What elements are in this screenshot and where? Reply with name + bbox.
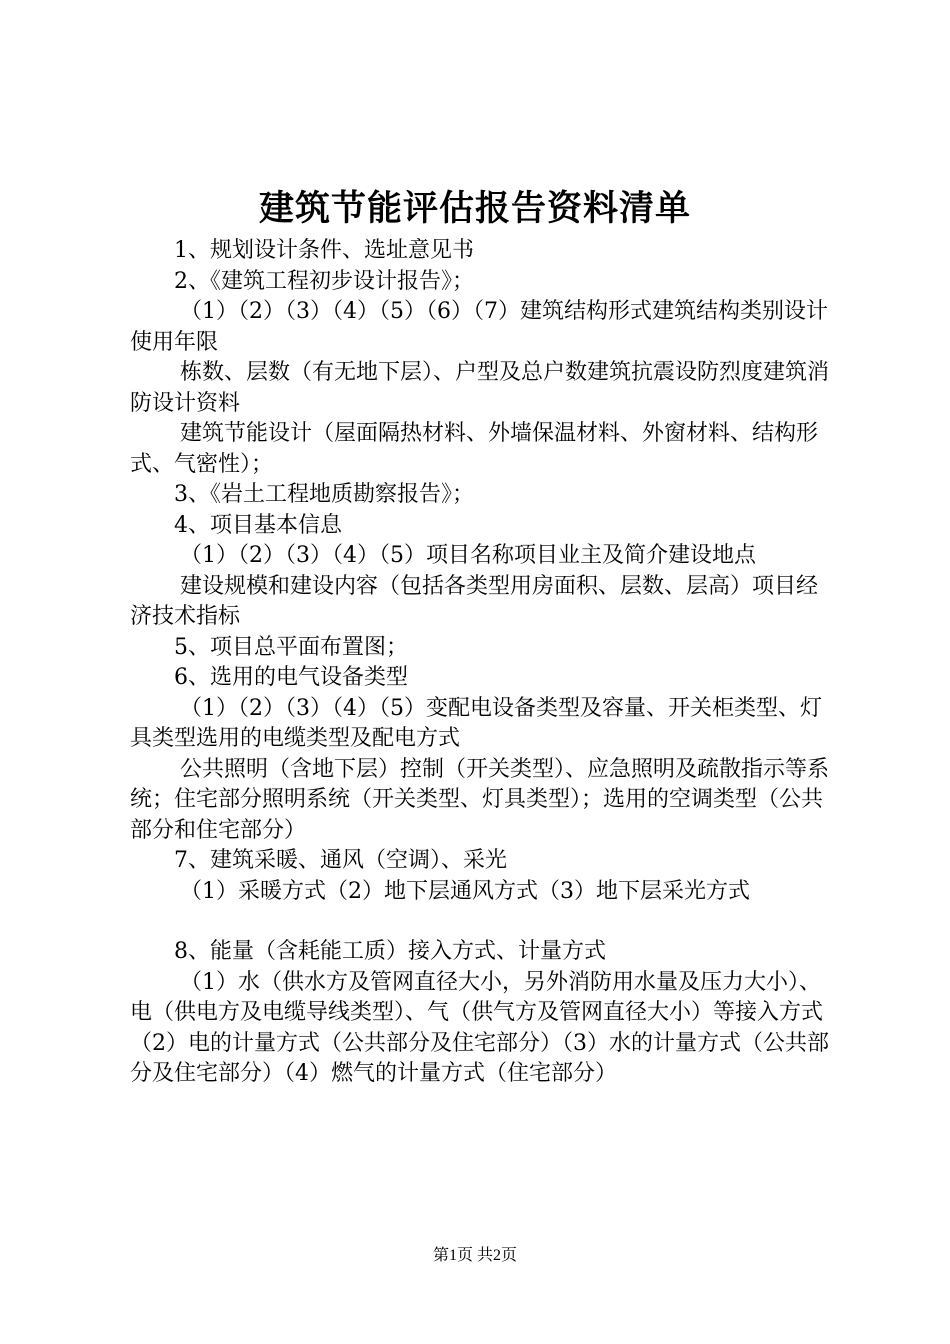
document-body: [130, 236, 835, 1090]
page-footer: 第1页 共2页: [432, 1247, 517, 1264]
paragraph-sub-2c: 建筑节能设计（屋面隔热材料、外墙保温材料、外窗材料、结构形式、气密性）；: [130, 421, 819, 477]
paragraph-spacer: [130, 907, 835, 937]
paragraph-item-3: 3、《岩土工程地质勘察报告》；: [174, 482, 474, 507]
paragraph-sub-2a: （1）（2）（3）（4）（5）（6）（7）建筑结构形式建筑结构类别设计使用年限: [130, 299, 828, 355]
paragraph-item-1: 1、规划设计条件、选址意见书: [174, 238, 474, 263]
paragraph-sub-6b: 公共照明（含地下层）控制（开关类型）、应急照明及疏散指示等系统；住宅部分照明系统（开关类型、灯具类型）；选用的空调类型（公共部分和住宅部分）: [130, 756, 830, 843]
paragraph-item-5: 5、项目总平面布置图；: [174, 634, 408, 660]
paragraph-item-7: 7、建筑采暖、通风（空调）、采光: [174, 848, 507, 873]
paragraph-item-2: 2、《建筑工程初步设计报告》；: [174, 268, 474, 294]
document-title: 建筑节能评估报告资料清单: [258, 188, 691, 229]
paragraph-sub-4b: 建设规模和建设内容（包括各类型用房面积、层数、层高）项目经济技术指标: [130, 573, 819, 629]
paragraph-sub-6a: （1）（2）（3）（4）（5）变配电设备类型及容量、开关柜类型、灯具类型选用的电缆类型及配电方式: [130, 695, 822, 751]
paragraph-sub-7a: （1）采暖方式（2）地下层通风方式（3）地下层采光方式: [180, 878, 750, 904]
paragraph-sub-4a: （1）（2）（3）（4）（5）项目名称项目业主及简介建设地点: [180, 543, 756, 568]
paragraph-item-6: 6、选用的电气设备类型: [174, 665, 408, 690]
paragraph-item-4: 4、项目基本信息: [174, 512, 342, 538]
paragraph-sub-2b: 栋数、层数（有无地下层）、户型及总户数建筑抗震设防烈度建筑消防设计资料: [130, 360, 830, 416]
paragraph-item-8: 8、能量（含耗能工质）接入方式、计量方式: [174, 939, 606, 964]
paragraph-sub-8a: （1）水（供水方及管网直径大小，另外消防用水量及压力大小）、电（供电方及电缆导线类型）、气（供气方及管网直径大小）等接入方式（2）电的计量方式（公共部分及住宅部分）（3）水的计量方式（公共部分及住宅部分）（4）燃气的计量方式（住宅部分）: [130, 969, 829, 1086]
